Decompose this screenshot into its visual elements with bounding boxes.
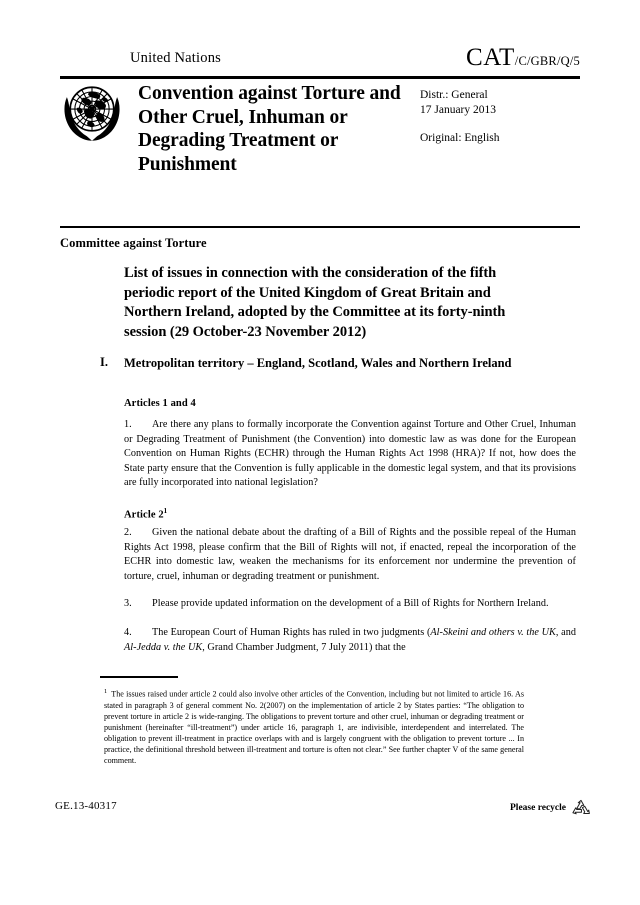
paragraph-2 [124,526,576,584]
case-citation-al-jedda: Al-Jedda [124,641,162,653]
paragraph-4-text-before: The European Court of Human Rights has ruled in two judgments ( [152,627,431,638]
distribution-label: Distr.: General [420,89,488,101]
paragraph-3-text: Please provide updated information on the development of a Bill of Rights for Northern Ireland. [152,598,549,609]
case-citation-al-skeini-court: the UK [526,627,556,638]
distribution-block [420,88,580,146]
footnote-text: The issues raised under article 2 could also involve other articles of the Convention, including but not limited to article 16. As stated in paragraph 3 of general comment No. 2(2007) on the implementation of article 2 by States parties: “The obligation to prevent torture in article 2 is wide-ranging. The obligations to prevent torture and other cruel, inhuman or degrading treatment or punishment (hereinafter “ill-treatment”) under article 16, paragraph 1, are indivisible, interdependent and interrelated. The obligation to prevent ill-treatment in practice overlaps with and is largely congruent with the obligation to prevent torture ... In practice, the definitional threshold between ill-treatment and torture is often not clear.” See further chapter V of the same general comment. [104,689,524,766]
header-top-row [60,44,580,74]
recycle-label: Please recycle [510,803,566,813]
original-language: Original: English [420,132,500,144]
header-divider [60,76,580,78]
paragraph-1 [124,418,576,491]
committee-name: Committee against Torture [60,236,207,250]
document-symbol-main: CAT [466,44,515,71]
paragraph-4-number: 4. [124,627,132,638]
un-emblem [58,80,126,146]
article-heading-1-4: Articles 1 and 4 [124,398,196,409]
paragraph-1-number: 1. [124,419,132,430]
document-symbol [466,44,580,72]
paragraph-4-v-two: v. [161,641,173,653]
paragraph-2-number: 2. [124,527,132,538]
section-divider [60,226,580,228]
section-title: Metropolitan territory – England, Scotland, Wales and Northern Ireland [124,356,512,370]
footnote-1 [104,686,524,766]
meta-spacer [420,118,580,131]
paragraph-1-text: Are there any plans to formally incorporate the Convention against Torture and Other Cruel, Inhuman or Degrading Treatment of Punishment (the Convention) into domestic law as was done for the European Convention on Human Rights (ECHR) through the Human Rights Act 1998 (HRA)? If not, how does the State party ensure that the Convention is fully applicable in the domestic legal system, and that its provisions are fully incorporated into national legislation? [124,419,576,489]
paragraph-3 [124,597,576,612]
case-citation-al-jedda-court: the UK [172,641,203,653]
article-heading-2 [124,507,167,521]
footnote-divider [100,676,178,678]
paragraph-4 [124,626,576,655]
recycle-icon [570,798,592,818]
recycle-notice [510,798,592,818]
paragraph-4-text-after: , Grand Chamber Judgment, 7 July 2011) that the [202,641,406,653]
paragraph-2-text: Given the national debate about the drafting of a Bill of Rights and the possible repeal of the Human Rights Act 1998, please confirm that the Bill of Rights will not, if enacted, repeal the incorporation of the ECHR into domestic law, weaken the mechanisms for its enforcement nor undermine the prevention of torture, cruel, inhuman or degrading treatment or punishment. [124,527,576,582]
distribution-date: 17 January 2013 [420,104,497,116]
document-symbol-suffix: /C/GBR/Q/5 [514,54,580,68]
footnote-marker: 1 [104,688,108,695]
page-title: List of issues in connection with the consideration of the fifth periodic report of the United Kingdom of Great Britain and Northern Ireland, adopted by the Committee at its forty-ninth session (29 October-23 November 2012) [124,265,506,340]
document-code: GE.13-40317 [55,800,117,812]
article-2-footnote-marker: 1 [163,507,168,515]
section-numeral: I. [100,355,108,369]
paragraph-4-v-one: v. [514,627,527,638]
convention-title: Convention against Torture and Other Cruel, Inhuman or Degrading Treatment or Punishment [138,83,401,175]
article-heading-2-label: Article 2 [124,509,164,521]
paragraph-3-number: 3. [124,598,132,609]
organization-name: United Nations [130,50,221,66]
paragraph-4-text-mid-two: , and [555,627,576,638]
case-citation-al-skeini: Al-Skeini and others [430,627,515,638]
